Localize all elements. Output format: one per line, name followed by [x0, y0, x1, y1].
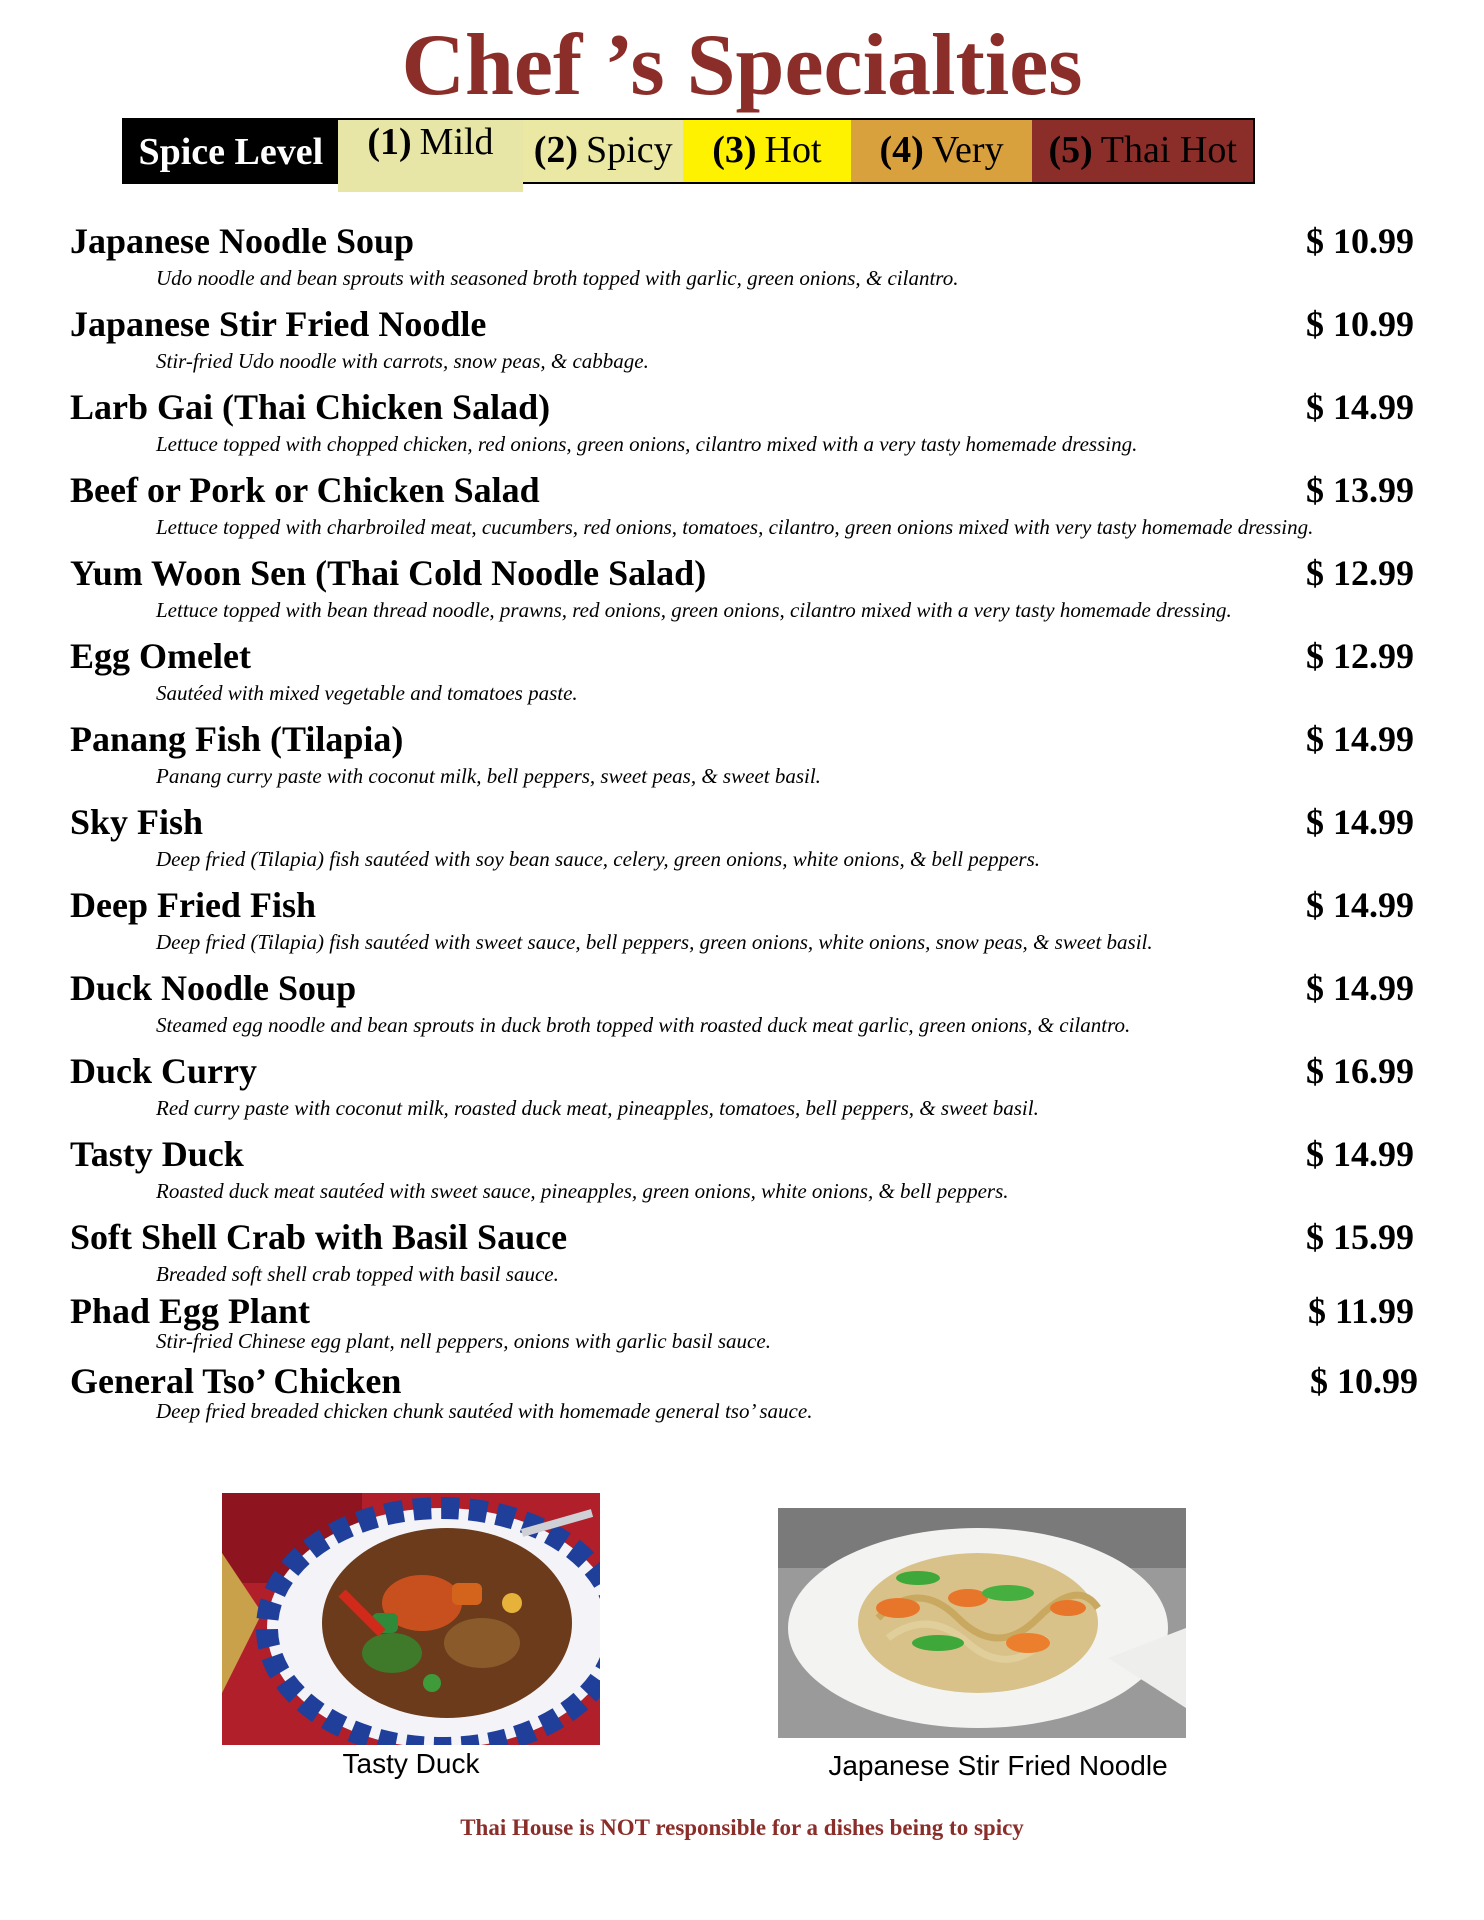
spice-level-1 [338, 120, 524, 192]
spice-level-label: Spice Level [124, 120, 338, 182]
spice-level-4 [851, 120, 1033, 182]
menu-item [70, 1131, 1420, 1205]
item-description: Roasted duck meat sautéed with sweet sauce, pineapples, green onions, white onions, & bell peppers. [156, 1179, 1009, 1203]
item-name: Larb Gai (Thai Chicken Salad) [70, 387, 551, 427]
item-description: Steamed egg noodle and bean sprouts in duck broth topped with roasted duck meat garlic, green onions, & cilantro. [156, 1013, 1131, 1037]
item-name: Sky Fish [70, 802, 204, 842]
item-name: Duck Curry [70, 1051, 257, 1091]
spice-level-5 [1032, 120, 1253, 182]
menu-item [70, 467, 1420, 541]
item-price: $ 12.99 [1306, 553, 1414, 593]
menu-item [70, 384, 1420, 458]
item-price: $ 10.99 [1310, 1361, 1418, 1401]
item-price: $ 10.99 [1306, 304, 1414, 344]
menu-item [70, 882, 1420, 956]
item-description: Stir-fried Udo noodle with carrots, snow peas, & cabbage. [156, 349, 649, 373]
spice-level-3 [683, 120, 851, 182]
item-description: Stir-fried Chinese egg plant, nell peppers, onions with garlic basil sauce. [156, 1329, 771, 1353]
spice-level-num: (1) [367, 121, 412, 163]
menu-item [70, 218, 1420, 292]
menu-item [70, 633, 1420, 707]
item-price: $ 11.99 [1307, 1291, 1414, 1331]
spice-level-name: Hot [764, 129, 822, 171]
menu-item [70, 1292, 1420, 1352]
spice-level-2 [523, 120, 683, 182]
menu-item [70, 965, 1420, 1039]
menu-items [70, 218, 1420, 1422]
menu-item [70, 550, 1420, 624]
photo-caption: Japanese Stir Fried Noodle [828, 1750, 1168, 1781]
spice-level-num: (4) [879, 129, 924, 171]
item-price: $ 10.99 [1306, 221, 1414, 261]
item-price: $ 13.99 [1306, 470, 1414, 510]
japanese-stir-fried-noodle-photo [778, 1508, 1186, 1738]
spice-level-name: Mild [419, 121, 494, 163]
spice-level-num: (2) [533, 129, 579, 171]
item-price: $ 14.99 [1306, 1134, 1414, 1174]
spice-level-name: Very [931, 129, 1004, 171]
item-name: Yum Woon Sen (Thai Cold Noodle Salad) [70, 553, 707, 593]
menu-item [70, 716, 1420, 790]
item-price: $ 14.99 [1306, 802, 1414, 842]
item-price: $ 14.99 [1306, 968, 1414, 1008]
item-price: $ 16.99 [1306, 1051, 1414, 1091]
item-description: Udo noodle and bean sprouts with seasoned broth topped with garlic, green onions, & cilantro. [156, 266, 959, 290]
menu-item [70, 799, 1420, 873]
item-description: Lettuce topped with charbroiled meat, cucumbers, red onions, tomatoes, cilantro, green onions mixed with very tasty homemade dressing. [156, 515, 1314, 539]
item-name: Tasty Duck [70, 1134, 244, 1174]
item-name: General Tso’ Chicken [70, 1361, 402, 1401]
item-description: Breaded soft shell crab topped with basil sauce. [156, 1262, 559, 1286]
item-price: $ 15.99 [1306, 1217, 1414, 1257]
menu-item [70, 1362, 1420, 1422]
item-name: Japanese Noodle Soup [70, 221, 415, 261]
item-name: Egg Omelet [70, 636, 251, 676]
item-price: $ 12.99 [1306, 636, 1414, 676]
spice-level-num: (3) [712, 129, 757, 171]
item-description: Deep fried (Tilapia) fish sautéed with soy bean sauce, celery, green onions, white onions, & bell peppers. [156, 847, 1041, 871]
item-name: Japanese Stir Fried Noodle [70, 304, 487, 344]
item-description: Deep fried (Tilapia) fish sautéed with sweet sauce, bell peppers, green onions, white onions, snow peas, & sweet basil. [156, 930, 1153, 954]
spice-level-num: (5) [1048, 129, 1093, 171]
item-description: Panang curry paste with coconut milk, bell peppers, sweet peas, & sweet basil. [156, 764, 821, 788]
footer-disclaimer: Thai House is NOT responsible for a dishes being to spicy [460, 1815, 1024, 1840]
item-name: Soft Shell Crab with Basil Sauce [70, 1217, 568, 1257]
tasty-duck-photo [222, 1493, 600, 1745]
item-description: Lettuce topped with chopped chicken, red onions, green onions, cilantro mixed with a very tasty homemade dressing. [156, 432, 1138, 456]
photo-caption: Tasty Duck [342, 1748, 480, 1779]
item-name: Beef or Pork or Chicken Salad [70, 470, 540, 510]
menu-item [70, 301, 1420, 375]
item-description: Lettuce topped with bean thread noodle, prawns, red onions, green onions, cilantro mixed with a very tasty homemade dressing. [156, 598, 1232, 622]
item-name: Phad Egg Plant [70, 1291, 311, 1331]
item-price: $ 14.99 [1306, 885, 1414, 925]
item-description: Red curry paste with coconut milk, roasted duck meat, pineapples, tomatoes, bell peppers, & sweet basil. [156, 1096, 1039, 1120]
item-name: Deep Fried Fish [70, 885, 316, 925]
page-title: Chef ’s Specialties [401, 17, 1083, 114]
item-name: Duck Noodle Soup [70, 968, 357, 1008]
item-description: Deep fried breaded chicken chunk sautéed with homemade general tso’ sauce. [156, 1399, 813, 1423]
item-name: Panang Fish (Tilapia) [70, 719, 404, 759]
spice-level-name: Thai Hot [1100, 129, 1237, 171]
spice-level-name: Spicy [586, 129, 673, 171]
item-price: $ 14.99 [1306, 387, 1414, 427]
item-price: $ 14.99 [1306, 719, 1414, 759]
spice-level-bar [122, 118, 1255, 184]
item-description: Sautéed with mixed vegetable and tomatoes paste. [156, 681, 578, 705]
menu-item [70, 1048, 1420, 1122]
menu-item [70, 1214, 1420, 1288]
